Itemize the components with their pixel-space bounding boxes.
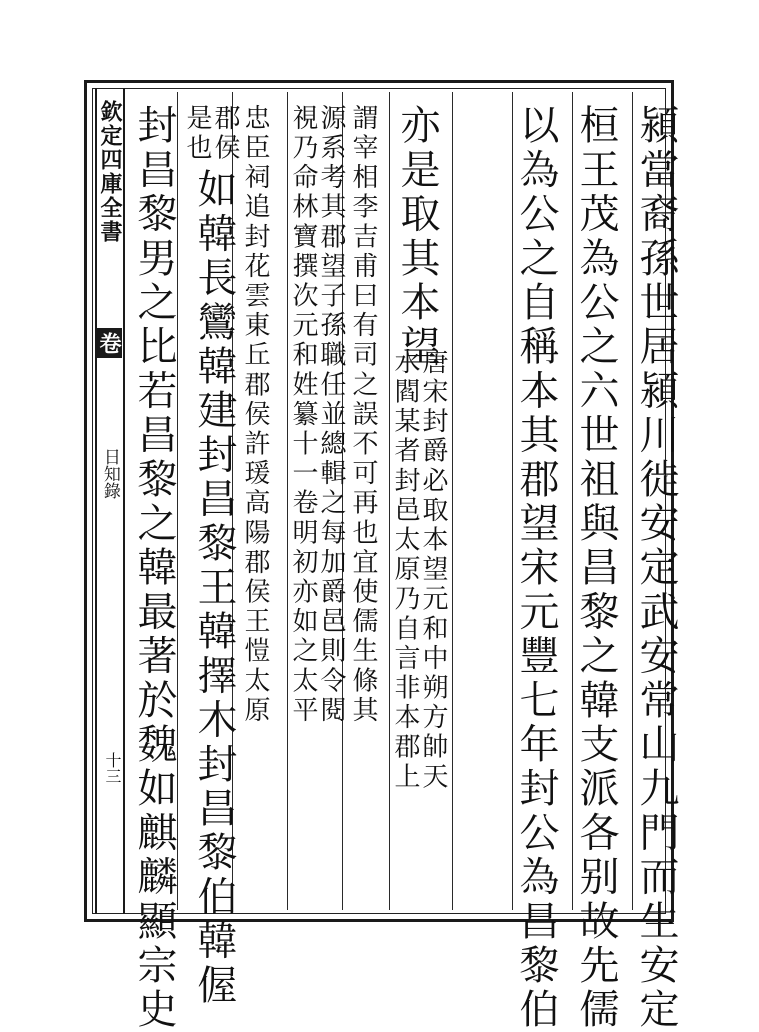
annotation-column: 謂宰相李吉甫曰有司之誤不可再也宜使儒生條其 <box>348 104 378 726</box>
text-column-4-main: 亦是取其本望 <box>394 104 440 370</box>
annotation-column: 忠臣祠追封花雲東丘郡侯許瑗高陽郡侯王愷太原 <box>240 104 270 726</box>
book-title: 日知錄 <box>99 448 120 499</box>
margin-strip-rule-right <box>123 88 125 914</box>
annotation-column: 視乃命林寶撰次元和姓纂十一卷明初亦如之太平 <box>288 104 318 726</box>
annotation-column-right: 郡侯 <box>210 104 240 164</box>
text-column-2: 桓王茂為公之六世祖與昌黎之韓支派各别故先儒 <box>573 104 619 1032</box>
volume-tag: 卷 <box>96 328 122 358</box>
column-rule <box>177 92 178 910</box>
annotation-column-right: 唐宋封爵必取本望元和中朔方帥天 <box>418 348 448 792</box>
annotation-column: 源系考其郡望子孫職任並總輯之每加爵邑則令閱 <box>316 104 346 726</box>
column-rule <box>452 92 453 910</box>
page-number: 十三 <box>103 752 122 784</box>
annotation-column-left: 水閻某者封邑太原乃自言非本郡上 <box>390 348 420 792</box>
annotation-column-left: 是也 <box>182 104 212 164</box>
text-column-1: 潁當裔孫世居潁川徙安定武安常山九門而生安定 <box>633 104 679 1032</box>
text-column-9-main: 如韓長鸞韓建封昌黎王韓擇木封昌黎伯韓偓 <box>191 168 237 1008</box>
text-column-3: 以為公之自稱本其郡望宋元豐七年封公為昌黎伯 <box>513 104 559 1032</box>
text-column-10: 封昌黎男之比若昌黎之韓最著於魏如麒麟顯宗史 <box>131 104 177 1032</box>
series-title: 欽定四庫全書 <box>97 100 123 244</box>
